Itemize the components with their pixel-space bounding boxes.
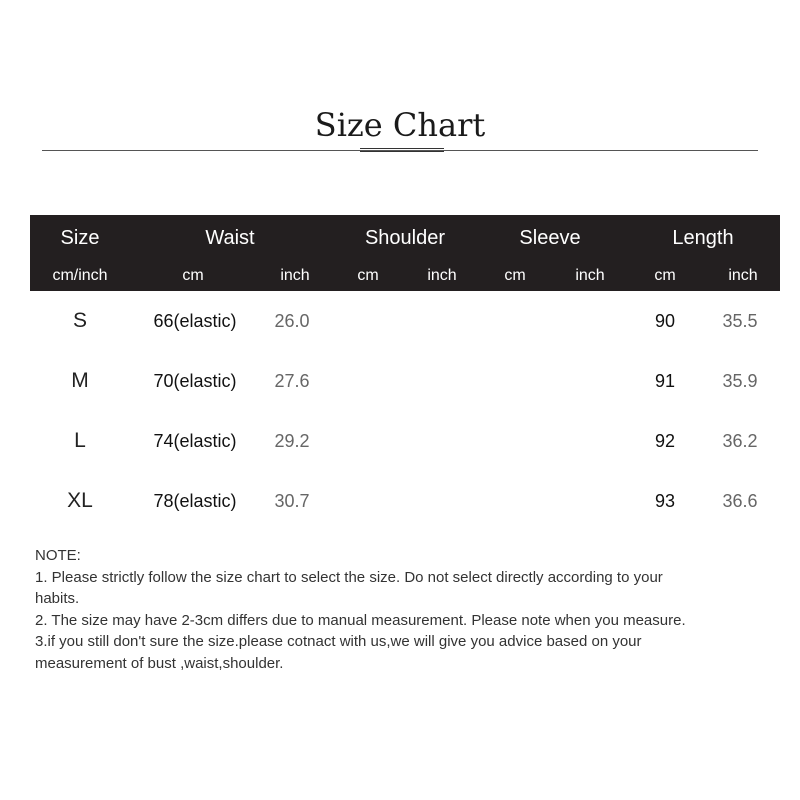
note-line: 2. The size may have 2-3cm differs due to manual measurement. Please note when you measure.	[35, 611, 686, 629]
length-cm-cell: 90	[654, 311, 676, 331]
header-unit-sleeve-inch: inch	[575, 267, 605, 284]
waist-inch-cell: 27.6	[274, 371, 310, 391]
header-unit-shoulder-cm: cm	[357, 267, 379, 284]
page-title: Size Chart	[314, 106, 486, 144]
waist-cm-cell: 66(elastic)	[153, 311, 237, 331]
waist-cm-cell: 78(elastic)	[153, 491, 237, 511]
waist-cm-cell: 74(elastic)	[153, 431, 237, 451]
header-size: Size	[60, 227, 100, 249]
waist-inch-cell: 26.0	[274, 311, 310, 331]
table-row	[0, 481, 800, 521]
header-unit-shoulder-inch: inch	[427, 267, 457, 284]
header-unit-waist-cm: cm	[182, 267, 204, 284]
header-shoulder: Shoulder	[364, 227, 446, 249]
waist-inch-cell: 29.2	[274, 431, 310, 451]
waist-cm-cell: 70(elastic)	[153, 371, 237, 391]
length-inch-cell: 36.6	[722, 491, 758, 511]
header-unit-length-cm: cm	[654, 267, 676, 284]
title-divider-accent	[360, 148, 444, 152]
header-waist: Waist	[205, 227, 255, 249]
note-line: 1. Please strictly follow the size chart to select the size. Do not select directly according to your	[35, 568, 663, 586]
table-row	[0, 301, 800, 341]
header-length: Length	[672, 227, 734, 249]
header-unit-size: cm/inch	[52, 267, 108, 284]
size-note	[35, 545, 780, 674]
header-unit-length-inch: inch	[728, 267, 758, 284]
size-cell: S	[72, 309, 87, 332]
header-unit-waist-inch: inch	[280, 267, 310, 284]
note-heading: NOTE:	[35, 547, 81, 564]
note-line: habits.	[35, 590, 80, 607]
table-header	[30, 215, 780, 291]
note-line: 3.if you still don't sure the size.please cotnact with us,we will give you advice based on your	[35, 633, 642, 650]
note-line: measurement of bust ,waist,shoulder.	[35, 654, 284, 672]
waist-inch-cell: 30.7	[274, 491, 310, 511]
size-cell: M	[71, 369, 89, 392]
size-cell: L	[74, 429, 86, 452]
table-row	[0, 361, 800, 401]
length-cm-cell: 91	[654, 371, 676, 391]
length-cm-cell: 93	[654, 491, 676, 511]
header-sleeve: Sleeve	[519, 227, 581, 249]
length-cm-cell: 92	[654, 431, 676, 451]
size-cell: XL	[67, 489, 93, 512]
header-unit-sleeve-cm: cm	[504, 267, 526, 284]
length-inch-cell: 35.5	[722, 311, 758, 331]
length-inch-cell: 36.2	[722, 431, 758, 451]
length-inch-cell: 35.9	[722, 371, 758, 391]
table-row	[0, 421, 800, 461]
